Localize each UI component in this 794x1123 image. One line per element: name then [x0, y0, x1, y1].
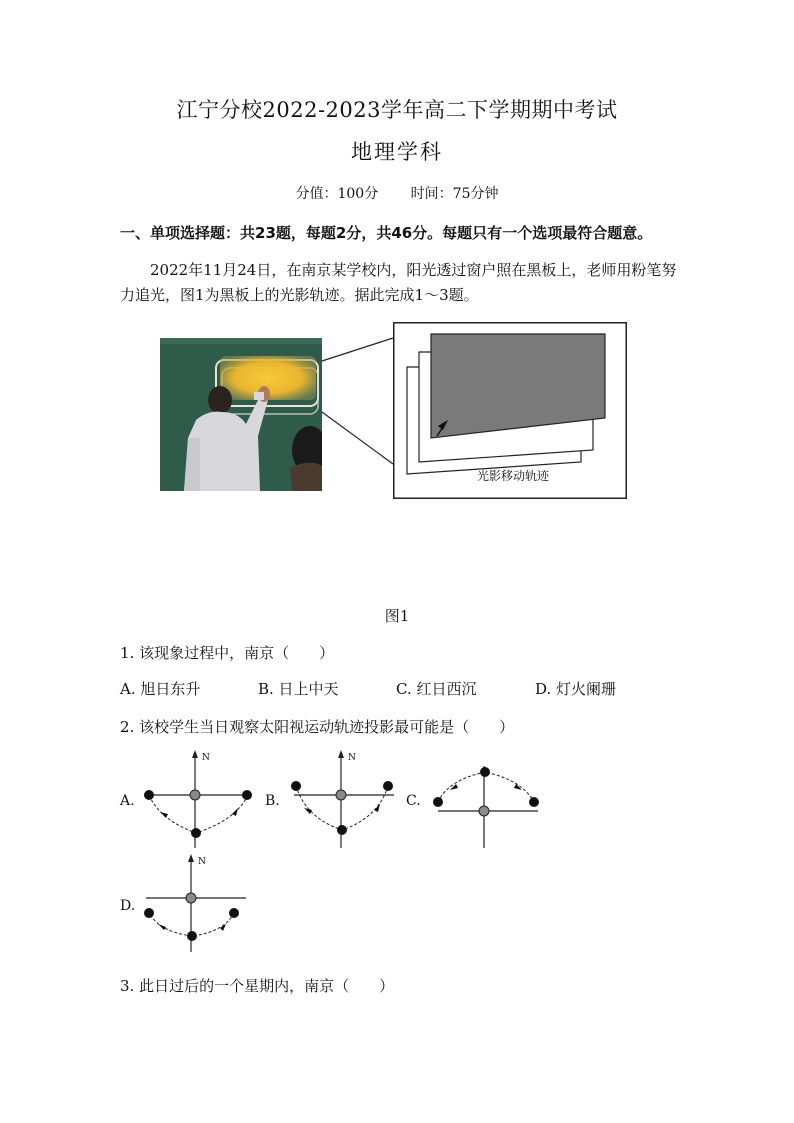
- exam-title: 江宁分校2022-2023学年高二下学期期中考试: [176, 98, 618, 122]
- q2-option-d-label[interactable]: D.: [120, 898, 136, 914]
- passage-text: 2022年11月24日，在南京某学校内，阳光透过窗户照在黑板上，老师用粉笔努力追光，图1为黑板上的光影轨迹。据此完成1～3题。: [120, 261, 677, 304]
- question-3-stem: 3. 此日过后的一个星期内，南京（ ）: [120, 977, 395, 995]
- north-label: N: [198, 857, 206, 867]
- time-text: 时间：75分钟: [410, 186, 499, 202]
- blackboard-photo: [160, 338, 322, 491]
- q2-option-d-diagram[interactable]: [140, 852, 260, 956]
- q2-option-b-label[interactable]: B.: [265, 793, 280, 809]
- section-heading: 一、单项选择题：共23题，每题2分，共46分。每题只有一个选项最符合题意。: [120, 224, 653, 242]
- q2-option-b-diagram[interactable]: [286, 748, 406, 852]
- score-text: 分值：100分: [295, 186, 379, 202]
- north-label: N: [348, 753, 356, 763]
- exam-subject: 地理学科: [351, 140, 443, 164]
- q2-option-c-label[interactable]: C.: [406, 793, 421, 809]
- q2-option-a-label[interactable]: A.: [120, 793, 135, 809]
- north-label: N: [202, 753, 210, 763]
- question-2-stem: 2. 该校学生当日观察太阳视运动轨迹投影最可能是（ ）: [120, 718, 515, 736]
- figure-caption: 图1: [384, 607, 410, 625]
- q2-option-a-diagram[interactable]: [140, 748, 260, 852]
- light-trajectory-schematic: [393, 322, 627, 499]
- q2-option-c-diagram[interactable]: [428, 752, 548, 856]
- question-1-stem: 1. 该现象过程中，南京（ ）: [120, 644, 335, 662]
- q1-option-d[interactable]: D. 灯火阑珊: [535, 680, 617, 698]
- exam-meta: [0, 183, 794, 203]
- q1-option-b[interactable]: B. 日上中天: [258, 680, 339, 698]
- schematic-label: 光影移动轨迹: [476, 469, 550, 483]
- q1-option-a[interactable]: A. 旭日东升: [120, 680, 201, 698]
- q1-option-c[interactable]: C. 红日西沉: [396, 680, 477, 698]
